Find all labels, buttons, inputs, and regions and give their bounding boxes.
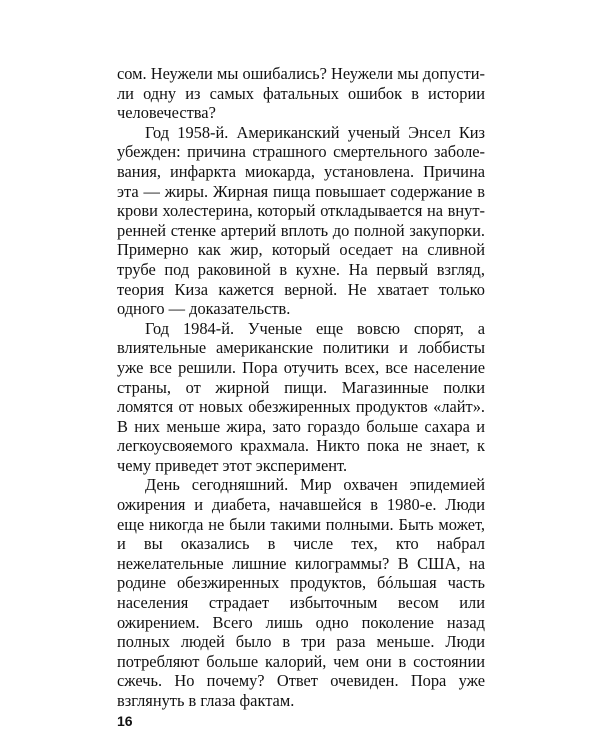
page-number: 16 [117, 713, 133, 729]
paragraph-2: Год 1958-й. Американский ученый Энсел Киз убежден: причина страшного смертельного заболевания, инфаркта миокарда, установлена. Причина эта — жиры. Жирная пища повышает содержание в крови холестерина, который откладывается на внутренней стенке артерий вплоть до полной закупорки. Примерно как жир, который оседает на сливной трубе под раковиной в кухне. На первый взгляд, теория Киза кажется верной. Не хватает только одного — доказательств. [117, 122, 485, 319]
paragraph-1: сом. Неужели мы ошибались? Неужели мы допустили одну из самых фатальных ошибок в истории человечества? [117, 64, 485, 123]
paragraph-3: Год 1984-й. Ученые еще вовсю спорят, а влиятельные американские политики и лоббисты уже все решили. Пора отучить всех, все население страны, от жирной пищи. Магазинные полки ломятся от новых обезжиренных продуктов «лайт». В них меньше жира, зато гораздо больше сахара и легкоусвояемого крахмала. Никто пока не знает, к чему приведет этот эксперимент. [117, 318, 485, 475]
text-column [117, 64, 485, 711]
paragraph-4: День сегодняшний. Мир охвачен эпидемией ожирения и диабета, начавшейся в 1980-е. Люди еще никогда не были такими полными. Быть может, и вы оказались в числе тех, кто набрал нежелательные лишние килограммы? В США, на родине обезжиренных продуктов, бóльшая часть населения страдает избыточным весом или ожирением. Всего лишь одно поколение назад полных людей было в три раза меньше. Люди потребляют больше калорий, чем они в состоянии сжечь. Но почему? Ответ очевиден. Пора уже взглянуть в глаза фактам. [117, 475, 485, 710]
